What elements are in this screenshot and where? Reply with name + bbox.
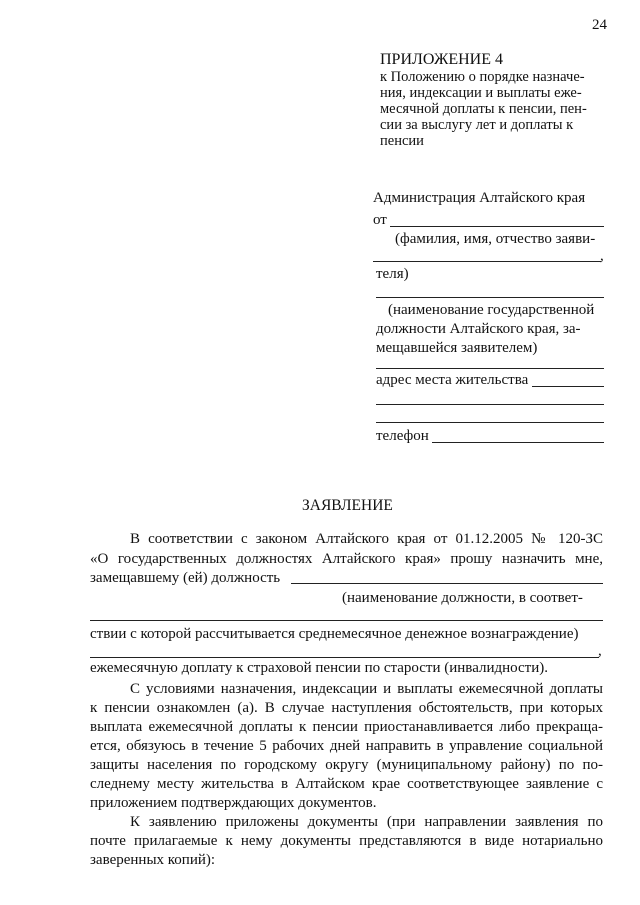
position-hint: должности Алтайского края, за- (376, 321, 581, 337)
blank-line[interactable] (376, 368, 604, 369)
comma: , (600, 248, 604, 264)
paragraph-line: к пенсии ознакомлен (а). В случае наступления обстоятельств, при которых (90, 700, 603, 716)
position-name-line-2[interactable] (90, 620, 603, 621)
position-line[interactable] (376, 297, 604, 298)
statement-text-line: ежемесячную доплату к страховой пенсии по старости (инвалидности). (90, 660, 549, 676)
fio-hint-end: теля) (376, 266, 409, 282)
paragraph-line: заверенных копий): (90, 852, 216, 868)
comma: , (598, 643, 602, 659)
from-label: от (373, 212, 387, 228)
position-name-line[interactable] (291, 583, 603, 584)
addressee-to: Администрация Алтайского края (373, 190, 586, 206)
position-name-hint: (наименование должности, в соответ- (342, 590, 583, 606)
paragraph-line: приложением подтверждающих документов. (90, 795, 377, 811)
position-name-line-3[interactable] (90, 657, 599, 658)
page-number: 24 (592, 17, 607, 33)
address-line-3[interactable] (376, 422, 604, 423)
appendix-line: ния, индексации и выплаты еже- (380, 85, 582, 101)
appendix-line: сии за выслугу лет и доплаты к (380, 117, 574, 133)
applicant-name-line[interactable] (390, 226, 604, 227)
applicant-name-line-2[interactable] (373, 261, 601, 262)
statement-text-line: замещавшему (ей) должность (90, 570, 281, 586)
appendix-line: к Положению о порядке назначе- (380, 69, 585, 85)
address-line[interactable] (532, 386, 604, 387)
paragraph-line: ется, обязуюсь в течение 5 рабочих дней направить в управление социальной (90, 738, 603, 754)
statement-title: ЗАЯВЛЕНИЕ (302, 497, 393, 514)
position-hint: мещавшейся заявителем) (376, 340, 538, 356)
paragraph-line: следнему месту жительства в Алтайском крае соответствующее заявление с (90, 776, 603, 792)
appendix-line: пенсии (380, 133, 424, 149)
paragraph-line: К заявлению приложены документы (при направлении заявления по (130, 814, 603, 830)
paragraph-line: почте прилагаемые к нему документы представляются в виде нотариально (90, 833, 603, 849)
phone-label: телефон (376, 428, 429, 444)
paragraph-line: С условиями назначения, индексации и выплаты ежемесячной доплаты (130, 681, 603, 697)
phone-line[interactable] (432, 442, 604, 443)
position-hint: (наименование государственной (388, 302, 595, 318)
fio-hint: (фамилия, имя, отчество заяви- (395, 231, 596, 247)
address-label: адрес места жительства (376, 372, 529, 388)
appendix-title: ПРИЛОЖЕНИЕ 4 (380, 51, 504, 68)
paragraph-line: выплата ежемесячной доплаты к пенсии приостанавливается либо прекраща- (90, 719, 603, 735)
statement-text-line: «О государственных должностях Алтайского края» прошу назначить мне, (90, 551, 603, 567)
statement-text-line: В соответствии с законом Алтайского края от 01.12.2005 № 120-ЗС (130, 531, 603, 547)
appendix-line: месячной доплаты к пенсии, пен- (380, 101, 587, 117)
address-line-2[interactable] (376, 404, 604, 405)
paragraph-line: защиты населения по городскому округу (муниципальному району) по по- (90, 757, 603, 773)
position-name-hint: ствии с которой рассчитывается среднемесячное денежное вознаграждение) (90, 626, 579, 642)
